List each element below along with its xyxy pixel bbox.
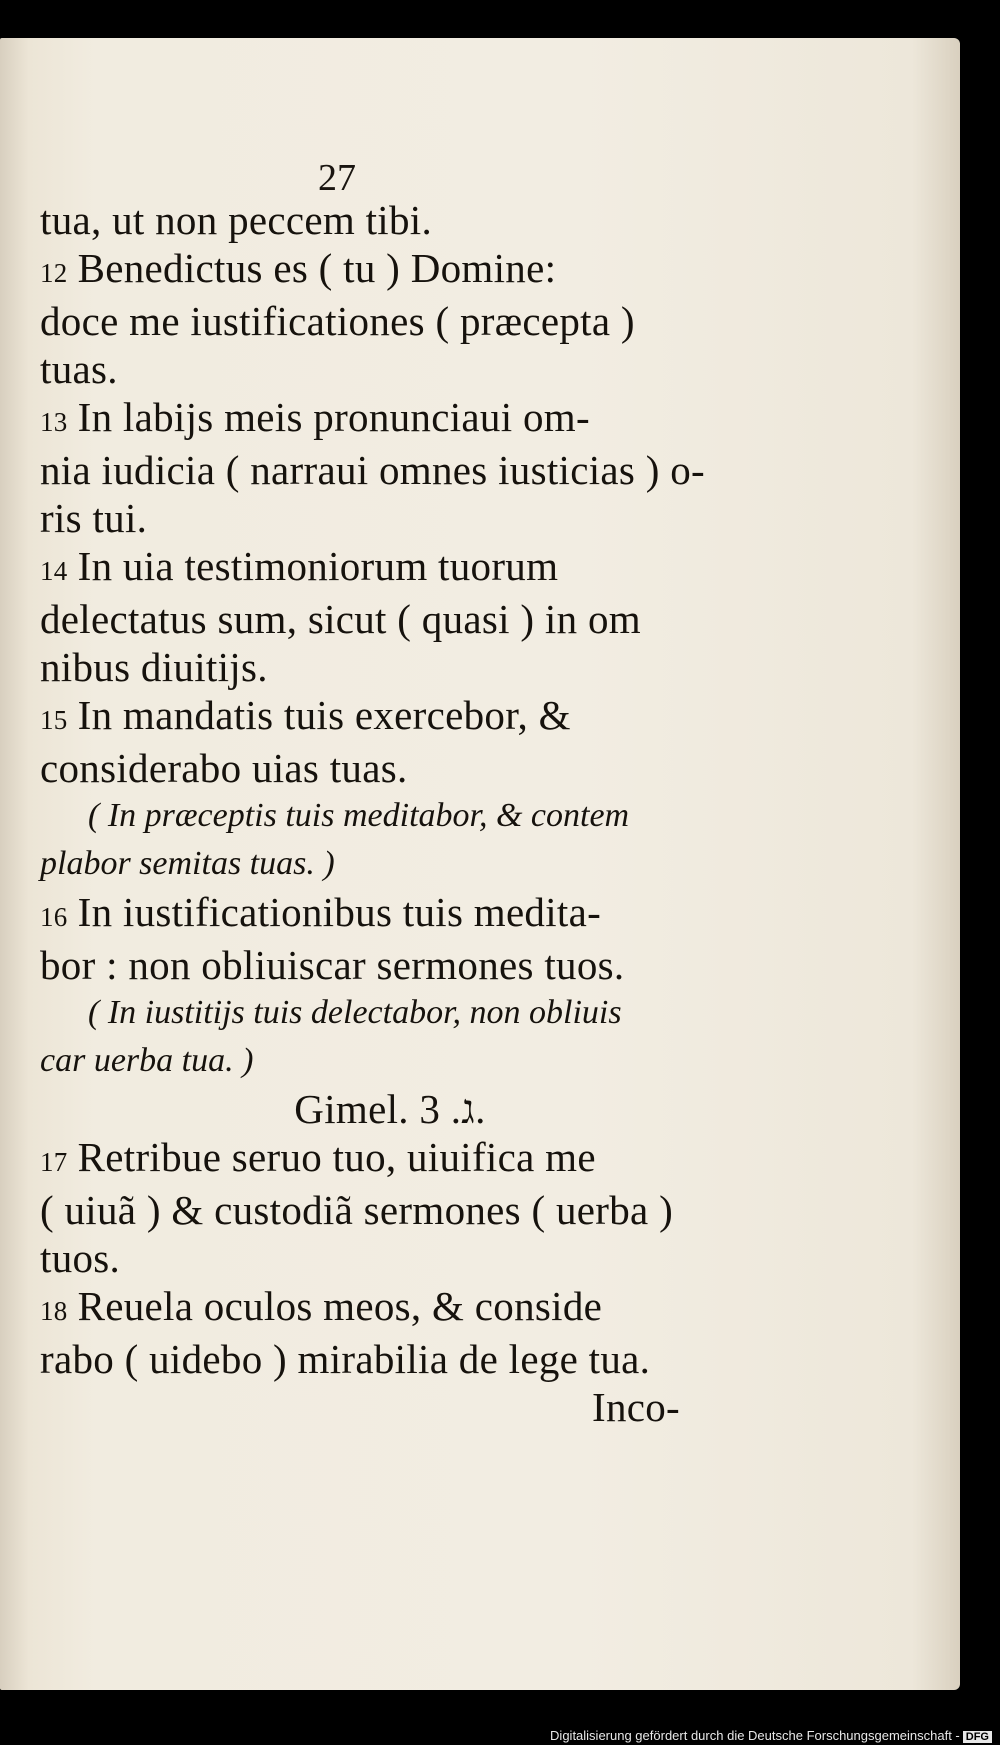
verse-number: 18 (40, 1296, 68, 1326)
credit-text: Digitalisierung gefördert durch die Deutsche Forschungsgemeinschaft - (550, 1728, 960, 1743)
text-line (40, 941, 680, 989)
dfg-logo: DFG (963, 1731, 992, 1743)
note-line: ( In præceptis tuis meditabor, & contem (88, 797, 630, 834)
verse-text: Benedictus es ( tu ) Domine: (77, 245, 557, 291)
verse-text: Retribue seruo tuo, uiuifica me (77, 1134, 596, 1180)
verse-text: considerabo uias tuas. (40, 745, 408, 791)
verse-text: delectatus sum, sicut ( quasi ) in om (40, 596, 641, 642)
text-line (40, 691, 680, 744)
verse-text: ris tui. (40, 495, 148, 541)
catchword: Inco- (591, 1384, 680, 1430)
verse-lines-2 (40, 888, 680, 989)
verse-text: tuos. (40, 1235, 121, 1281)
text-line (40, 393, 680, 446)
text-line (40, 744, 680, 792)
text-line (40, 1335, 680, 1383)
text-line (40, 196, 680, 244)
note-line: car uerba tua. ) (40, 1042, 254, 1079)
verse-lines-3 (40, 1133, 680, 1383)
verse-lines-1 (40, 196, 705, 792)
verse-text: In iustificationibus tuis medita- (77, 889, 602, 935)
section-heading: Gimel. ג. 3. (294, 1086, 486, 1132)
text-line (40, 888, 680, 941)
note-line: plabor semitas tuas. ) (40, 845, 335, 882)
text-line (40, 595, 680, 643)
text-line (40, 1234, 680, 1282)
text-line (40, 1186, 680, 1234)
text-block (40, 196, 705, 1431)
text-line (40, 1133, 680, 1186)
verse-text: In mandatis tuis exercebor, & (77, 692, 571, 738)
verse-text: tua, ut non peccem tibi. (40, 197, 433, 243)
verse-number: 17 (40, 1147, 68, 1177)
verse-text: nia iudicia ( narraui omnes iusticias ) o- (40, 447, 705, 493)
text-line (40, 345, 680, 393)
verse-text: ( uiuã ) & custodiã sermones ( uerba ) (40, 1187, 674, 1233)
verse-number: 13 (40, 407, 68, 437)
text-line (40, 542, 680, 595)
verse-number: 15 (40, 705, 68, 735)
verse-text: rabo ( uidebo ) mirabilia de lege tua. (40, 1336, 651, 1382)
verse-text: bor : non obliuiscar sermones tuos. (40, 942, 625, 988)
text-line (40, 297, 680, 345)
text-line (40, 1282, 680, 1335)
text-line (40, 494, 680, 542)
verse-text: In labijs meis pronunciaui om- (77, 394, 590, 440)
page-number: 27 (318, 157, 356, 199)
verse-number: 14 (40, 556, 68, 586)
verse-text: Reuela oculos meos, & conside (77, 1283, 603, 1329)
text-line (40, 244, 680, 297)
book-page (0, 38, 960, 1690)
verse-text: nibus diuitijs. (40, 644, 268, 690)
verse-text: doce me iustificationes ( præcepta ) (40, 298, 635, 344)
digitization-credit (550, 1728, 992, 1743)
note-line: ( In iustitijs tuis delectabor, non obliuis (88, 994, 622, 1031)
verse-number: 12 (40, 258, 68, 288)
text-line (40, 446, 705, 494)
verse-number: 16 (40, 902, 68, 932)
verse-text: In uia testimoniorum tuorum (77, 543, 559, 589)
text-line (40, 643, 680, 691)
verse-text: tuas. (40, 346, 118, 392)
